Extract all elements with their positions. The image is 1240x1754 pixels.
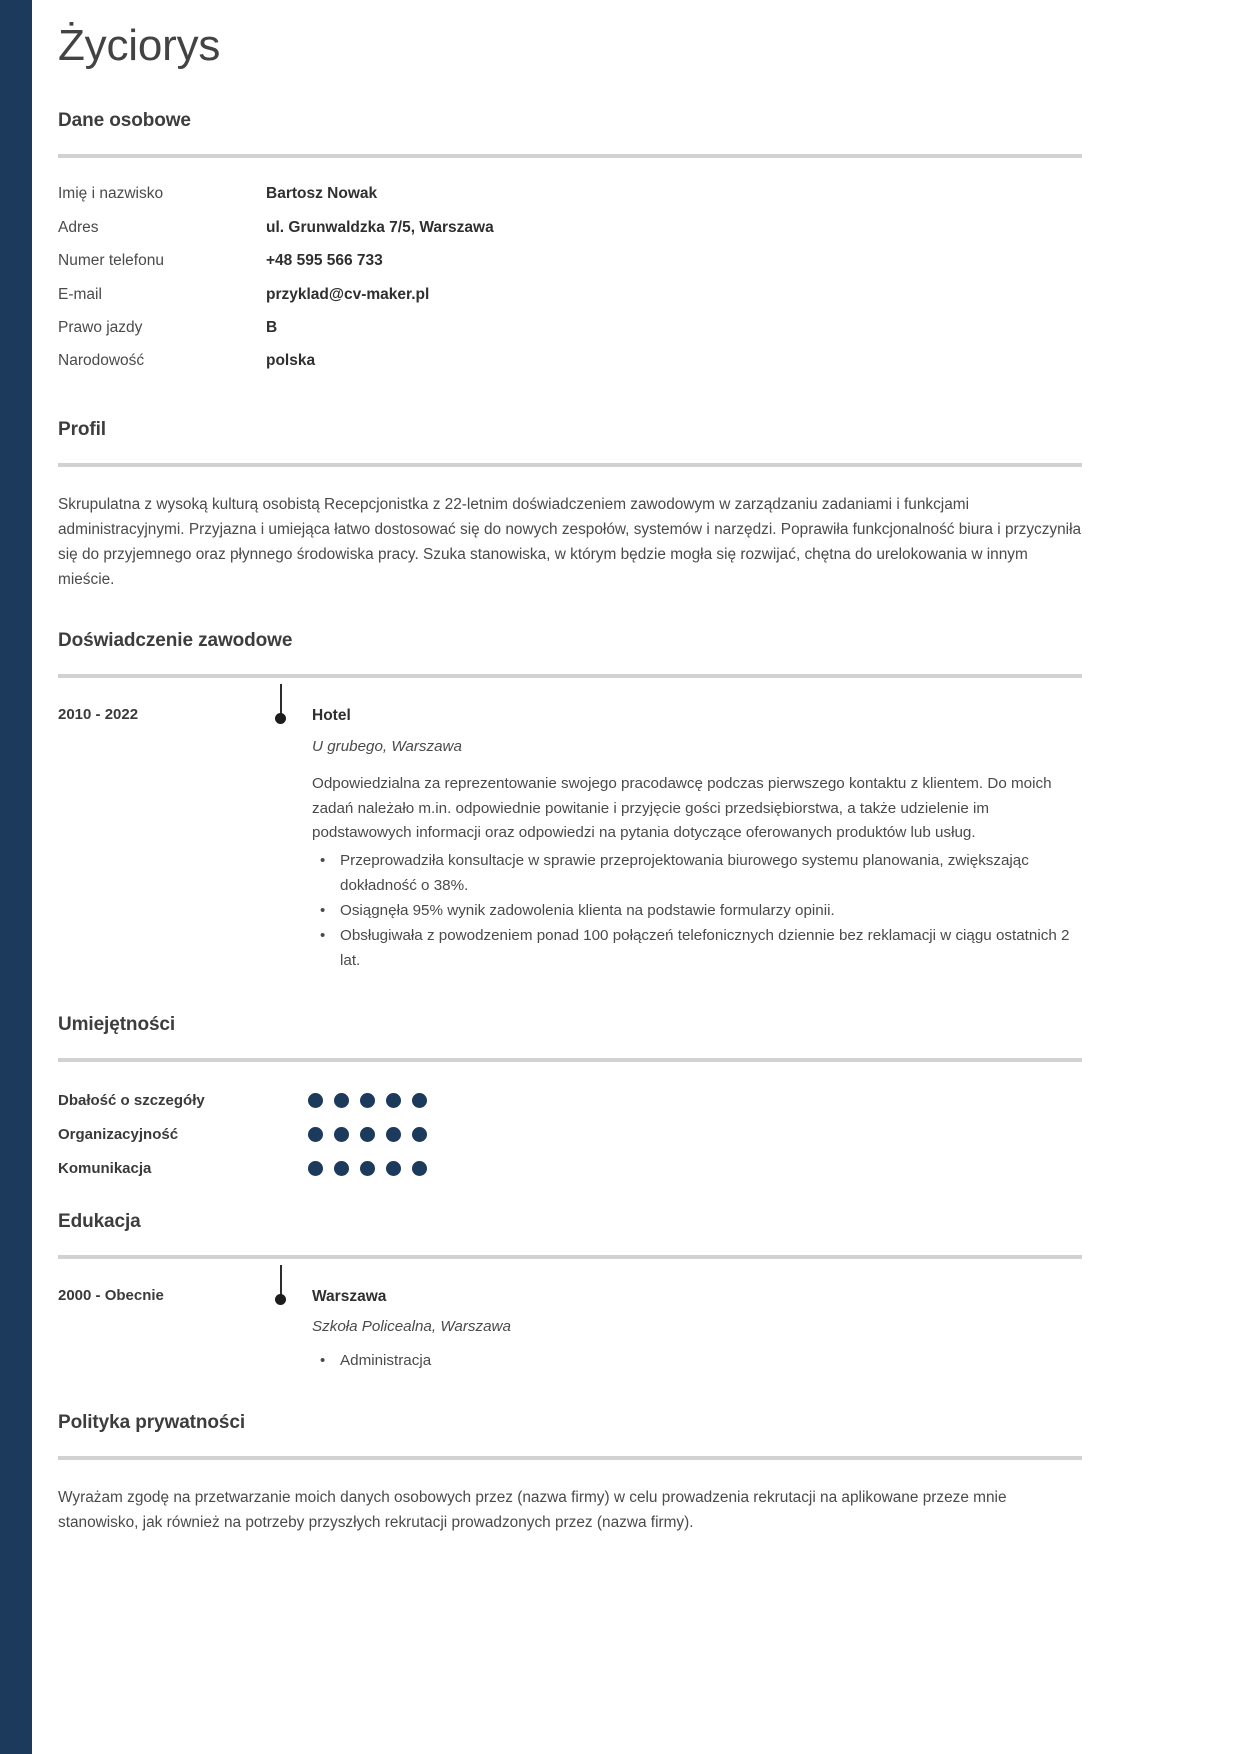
skill-row [58, 1160, 1082, 1177]
section-privacy [58, 1412, 1082, 1536]
rating-dot-icon [308, 1093, 323, 1108]
rating-dot-icon [386, 1093, 401, 1108]
section-divider [58, 154, 1082, 158]
table-row [58, 251, 1082, 284]
experience-date: 2010 - 2022 [58, 706, 139, 724]
personal-data-value: +48 595 566 733 [266, 252, 383, 270]
personal-data-value: B [266, 318, 278, 336]
timeline-marker-icon [266, 1265, 312, 1266]
rating-dot-icon [308, 1161, 323, 1176]
section-divider [58, 1255, 1082, 1259]
section-personal-data [58, 110, 1082, 384]
personal-data-value: Bartosz Nowak [266, 185, 378, 203]
personal-data-label: E-mail [58, 285, 102, 303]
list-item: • Obsługiwała z powodzeniem ponad 100 połączeń telefonicznych dziennie bez reklamacji w ciągu ostatnich 2 lat. [312, 924, 1082, 973]
left-accent-bar [0, 0, 32, 1754]
section-heading-skills: Umiejętności [58, 1013, 176, 1035]
section-heading-profile: Profil [58, 418, 106, 440]
personal-data-label: Prawo jazdy [58, 318, 143, 336]
rating-dot-icon [360, 1161, 375, 1176]
privacy-text: Wyrażam zgodę na przetwarzanie moich danych osobowych przez (nazwa firmy) w celu prowadzenia rekrutacji na aplikowane przeze mnie stanowisko, jak również na potrzeby przyszłych rekrutacji prowadzonych przez (nazwa firmy). [58, 1489, 1007, 1531]
personal-data-value-email: przyklad@cv-maker.pl [266, 285, 430, 303]
timeline-dot-icon [275, 1294, 286, 1305]
experience-entry [58, 684, 1082, 973]
rating-dot-icon [412, 1127, 427, 1142]
skill-rating-dots [308, 1161, 427, 1176]
education-entry [58, 1265, 1082, 1374]
section-heading-personal-data: Dane osobowe [58, 110, 191, 132]
skill-label: Organizacyjność [58, 1125, 179, 1143]
personal-data-label: Numer telefonu [58, 252, 164, 270]
section-divider [58, 674, 1082, 678]
section-heading-experience: Doświadczenie zawodowe [58, 630, 293, 652]
rating-dot-icon [386, 1161, 401, 1176]
table-row [58, 351, 1082, 384]
rating-dot-icon [412, 1161, 427, 1176]
skill-row [58, 1092, 1082, 1109]
experience-description: Odpowiedzialna za reprezentowanie swojego pracodawcę podczas pierwszego kontaktu z klientem. Do moich zadań należało m.in. odpowiednie powitanie i przyjęcie gości przedsiębiorstwa, a także udzielenie im podstawowych informacji oraz odpowiedzi na pytania dotyczące oferowanych produktów lub usług. [312, 775, 1052, 841]
personal-data-value: polska [266, 352, 316, 370]
skill-rating-dots [308, 1093, 427, 1108]
rating-dot-icon [334, 1161, 349, 1176]
list-item: • Przeprowadziła konsultacje w sprawie przeprojektowania biurowego systemu planowania, zwiększając dokładność o 38%. [312, 849, 1082, 898]
table-row [58, 318, 1082, 351]
education-bullet-list [312, 1349, 1082, 1373]
rating-dot-icon [360, 1127, 375, 1142]
skill-row [58, 1126, 1082, 1143]
section-experience [58, 630, 1082, 973]
experience-body [312, 684, 1082, 973]
skill-label: Komunikacja [58, 1159, 152, 1177]
section-divider [58, 1456, 1082, 1460]
table-row [58, 218, 1082, 251]
education-body [312, 1265, 1082, 1374]
education-date: 2000 - Obecnie [58, 1286, 164, 1304]
section-divider [58, 463, 1082, 467]
education-title: Warszawa [312, 1287, 387, 1305]
education-school: Szkoła Policealna, Warszawa [312, 1317, 511, 1335]
section-profile [58, 419, 1082, 593]
personal-data-table [58, 184, 1082, 384]
rating-dot-icon [334, 1093, 349, 1108]
table-row [58, 285, 1082, 318]
experience-employer: U grubego, Warszawa [312, 737, 462, 755]
rating-dot-icon [386, 1127, 401, 1142]
section-divider [58, 1058, 1082, 1062]
profile-text: Skrupulatna z wysoką kulturą osobistą Recepcjonistka z 22-letnim doświadczeniem zawodowym w zarządzaniu zadaniami i funkcjami administracyjnymi. Przyjazna i umiejąca łatwo dostosować się do nowych zespołów, systemów i narzędzi. Poprawiła funkcjonalność biura i przyczyniła się do przyjemnego oraz płynnego środowiska pracy. Szuka stanowiska, w którym będzie mogła się rozwijać, chętna do urelokowania w innym mieście. [58, 495, 1082, 588]
rating-dot-icon [308, 1127, 323, 1142]
rating-dot-icon [360, 1093, 375, 1108]
personal-data-label: Imię i nazwisko [58, 185, 164, 203]
skill-label: Dbałość o szczegóły [58, 1091, 205, 1109]
rating-dot-icon [334, 1127, 349, 1142]
table-row [58, 184, 1082, 217]
list-item: • Administracja [312, 1349, 1082, 1373]
personal-data-value: ul. Grunwaldzka 7/5, Warszawa [266, 218, 494, 236]
personal-data-label: Adres [58, 218, 99, 236]
personal-data-rows [58, 184, 1082, 384]
section-skills [58, 1014, 1082, 1177]
section-heading-education: Edukacja [58, 1210, 141, 1232]
rating-dot-icon [412, 1093, 427, 1108]
timeline-marker-icon [266, 684, 312, 685]
section-education [58, 1211, 1082, 1374]
experience-job-title: Hotel [312, 707, 351, 725]
personal-data-label: Narodowość [58, 352, 145, 370]
section-heading-privacy: Polityka prywatności [58, 1412, 246, 1434]
list-item: • Osiągnęła 95% wynik zadowolenia klienta na podstawie formularzy opinii. [312, 899, 1082, 923]
skill-rating-dots [308, 1127, 427, 1142]
cv-content [58, 0, 1082, 1536]
experience-bullet-list [312, 849, 1082, 973]
timeline-dot-icon [275, 713, 286, 724]
page-title: Życiorys [58, 21, 221, 70]
